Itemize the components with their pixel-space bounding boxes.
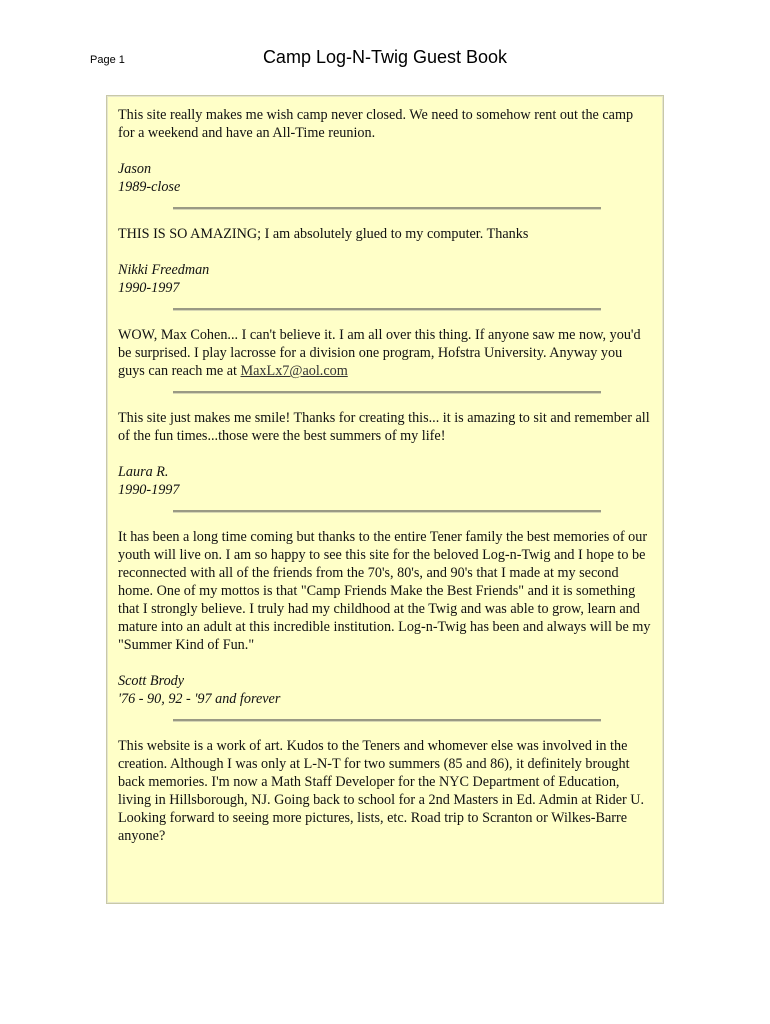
entry-author: Scott Brody bbox=[118, 673, 185, 689]
email-link[interactable]: MaxLx7@aol.com bbox=[240, 363, 348, 379]
entry-years: '76 - 90, 92 - '97 and forever bbox=[118, 691, 281, 707]
guestbook-entry bbox=[118, 225, 652, 297]
entry-message: This site just makes me smile! Thanks for creating this... it is amazing to sit and remember all of the fun times...those were the best summers of my life! bbox=[118, 410, 650, 444]
entry-years: 1989-close bbox=[118, 179, 181, 195]
guestbook-entries bbox=[106, 95, 664, 904]
entry-divider bbox=[173, 719, 601, 722]
entry-years: 1990-1997 bbox=[118, 280, 180, 296]
entry-message: This site really makes me wish camp never closed. We need to somehow rent out the camp for a weekend and have an All-Time reunion. bbox=[118, 107, 634, 141]
entry-author: Jason bbox=[118, 161, 152, 177]
entry-message: THIS IS SO AMAZING; I am absolutely glued to my computer. Thanks bbox=[118, 226, 529, 242]
entry-author: Nikki Freedman bbox=[118, 262, 210, 278]
entry-divider bbox=[173, 207, 601, 210]
guestbook-entry bbox=[118, 528, 652, 708]
entry-divider bbox=[173, 391, 601, 394]
guestbook-entry bbox=[118, 409, 652, 499]
guestbook-entry bbox=[118, 106, 652, 196]
entry-message: This website is a work of art. Kudos to the Teners and whomever else was involved in the creation. Although I was only at L-N-T for two summers (85 and 86), it definitely brought back memories. I'm now a Math Staff Developer for the NYC Department of Education, living in Hillsborough, NJ. Going back to school for a 2nd Masters in Ed. Admin at Rider U. Looking forward to seeing more pictures, lists, etc. Road trip to Scranton or Wilkes-Barre anyone? bbox=[118, 738, 645, 844]
entry-message: WOW, Max Cohen... I can't believe it. I am all over this thing. If anyone saw me now, you'd be surprised. I play lacrosse for a division one program, Hofstra University. Anyway you guys can reach me at bbox=[118, 327, 641, 379]
entry-divider bbox=[173, 308, 601, 311]
page-title: Camp Log-N-Twig Guest Book bbox=[262, 47, 508, 67]
entry-message: It has been a long time coming but thanks to the entire Tener family the best memories of our youth will live on. I am so happy to see this site for the beloved Log-n-Twig and I hope to be reconnected with all of the friends from the 70's, 80's, and 90's that I made at my second home. One of my mottos is that "Camp Friends Make the Best Friends" and it is something that I strongly believe. I truly had my childhood at the Twig and was able to grow, learn and mature into an adult at this incredible institution. Log-n-Twig has been and always will be my "Summer Kind of Fun." bbox=[118, 529, 651, 653]
entry-divider bbox=[173, 510, 601, 513]
entry-author: Laura R. bbox=[118, 464, 169, 480]
guestbook-entry bbox=[118, 326, 652, 380]
entry-message-with-email bbox=[118, 326, 652, 380]
page-number: Page 1 bbox=[90, 54, 125, 66]
entry-years: 1990-1997 bbox=[118, 482, 180, 498]
guestbook-entry bbox=[118, 737, 652, 845]
